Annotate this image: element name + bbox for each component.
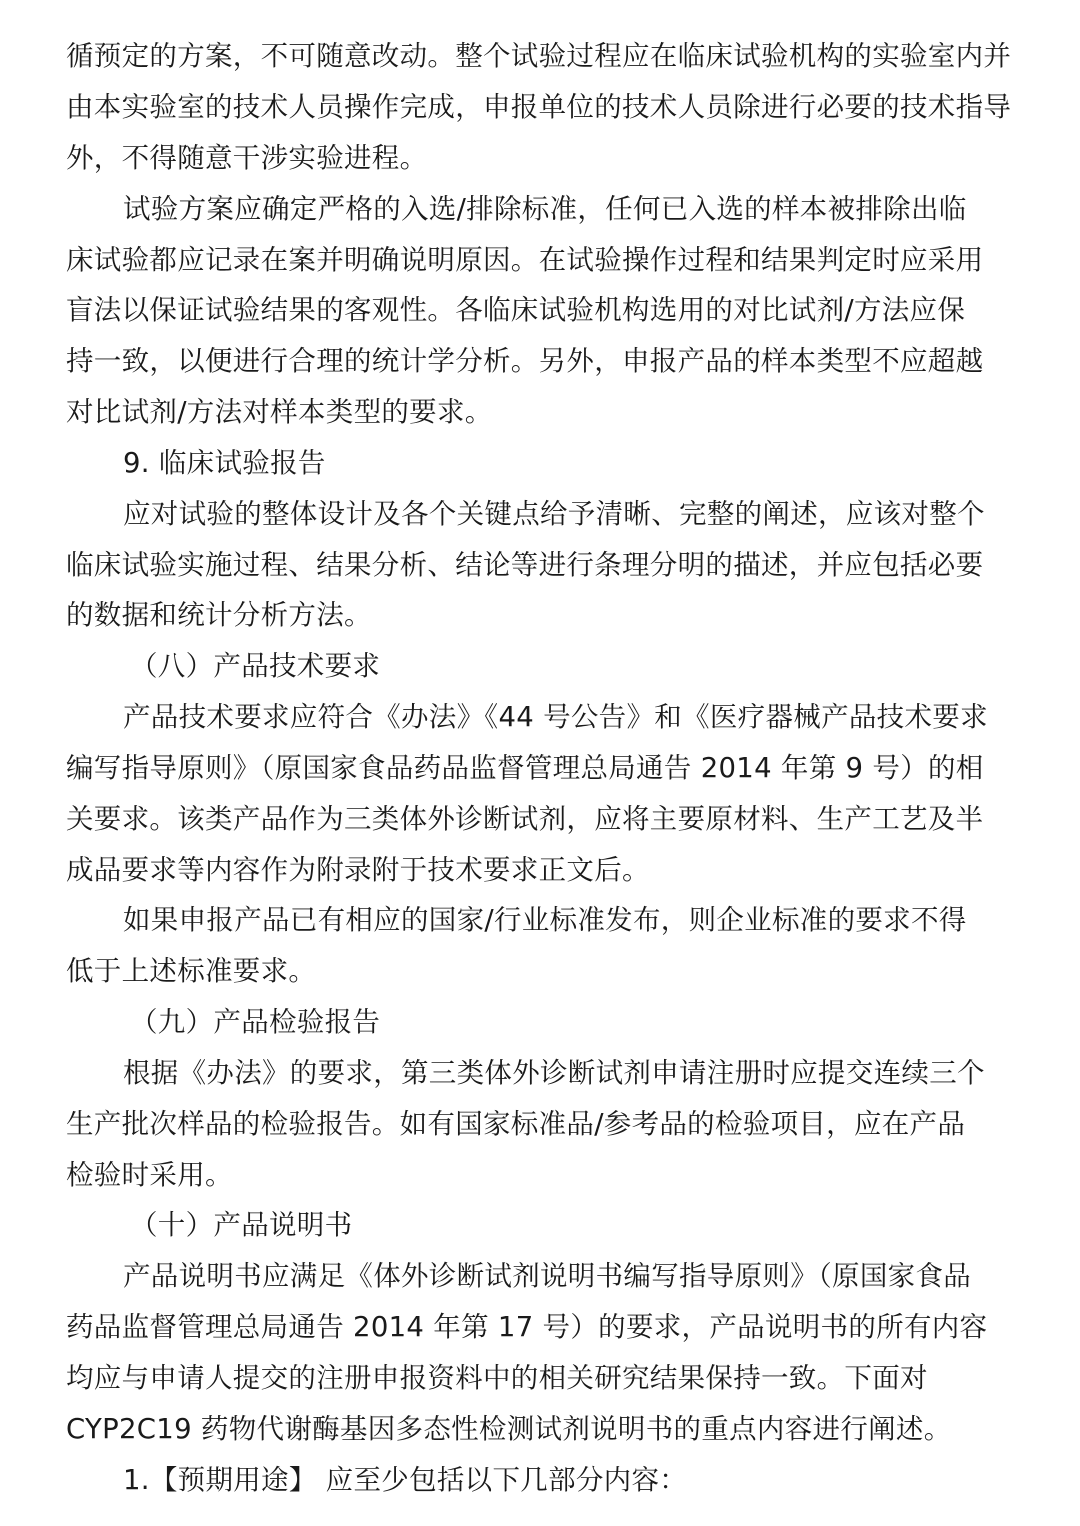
text-line: 床试验都应记录在案并明确说明原因。在试验操作过程和结果判定时应采用	[66, 244, 984, 276]
paragraph-start-line: 产品技术要求应符合《办法》《44 号公告》和《医疗器械产品技术要求	[123, 701, 988, 733]
text-line: 循预定的方案，不可随意改动。整个试验过程应在临床试验机构的实验室内并	[66, 40, 1012, 72]
paragraph-start-line: 试验方案应确定严格的入选/排除标准，任何已入选的样本被排除出临	[123, 193, 967, 225]
text-line: 检验时采用。	[66, 1159, 233, 1191]
text-line: 生产批次样品的检验报告。如有国家标准品/参考品的检验项目，应在产品	[66, 1108, 966, 1140]
section-heading: （九）产品检验报告	[130, 1006, 381, 1038]
text-line: 盲法以保证试验结果的客观性。各临床试验机构选用的对比试剂/方法应保	[66, 294, 966, 326]
text-line: 外，不得随意干涉实验进程。	[66, 142, 428, 174]
text-line: 临床试验实施过程、结果分析、结论等进行条理分明的描述，并应包括必要	[66, 549, 984, 581]
text-line: 持一致，以便进行合理的统计学分析。另外，申报产品的样本类型不应超越	[66, 345, 984, 377]
text-line: 关要求。该类产品作为三类体外诊断试剂，应将主要原材料、生产工艺及半	[66, 803, 984, 835]
text-line: 的数据和统计分析方法。	[66, 599, 372, 631]
paragraph-start-line: 根据《办法》的要求，第三类体外诊断试剂申请注册时应提交连续三个	[123, 1057, 985, 1089]
text-line: 低于上述标准要求。	[66, 955, 317, 987]
section-heading: （十）产品说明书	[130, 1209, 353, 1241]
paragraph-start-line: 如果申报产品已有相应的国家/行业标准发布，则企业标准的要求不得	[123, 904, 967, 936]
section-heading: （八）产品技术要求	[130, 650, 381, 682]
text-line: 药品监督管理总局通告 2014 年第 17 号）的要求，产品说明书的所有内容	[66, 1311, 988, 1343]
section-heading: 9. 临床试验报告	[123, 447, 326, 479]
paragraph-start-line: 应对试验的整体设计及各个关键点给予清晰、完整的阐述，应该对整个	[123, 498, 985, 530]
text-line: CYP2C19 药物代谢酶基因多态性检测试剂说明书的重点内容进行阐述。	[66, 1413, 952, 1445]
text-line: 成品要求等内容作为附录附于技术要求正文后。	[66, 854, 650, 886]
text-line: 对比试剂/方法对样本类型的要求。	[66, 396, 493, 428]
text-line: 编写指导原则》（原国家食品药品监督管理总局通告 2014 年第 9 号）的相	[66, 752, 984, 784]
paragraph-start-line: 产品说明书应满足《体外诊断试剂说明书编写指导原则》（原国家食品	[123, 1260, 972, 1292]
text-line: 由本实验室的技术人员操作完成，申报单位的技术人员除进行必要的技术指导	[66, 91, 1012, 123]
text-line: 均应与申请人提交的注册申报资料中的相关研究结果保持一致。下面对	[66, 1362, 928, 1394]
section-heading: 1.【预期用途】 应至少包括以下几部分内容：	[123, 1464, 688, 1496]
